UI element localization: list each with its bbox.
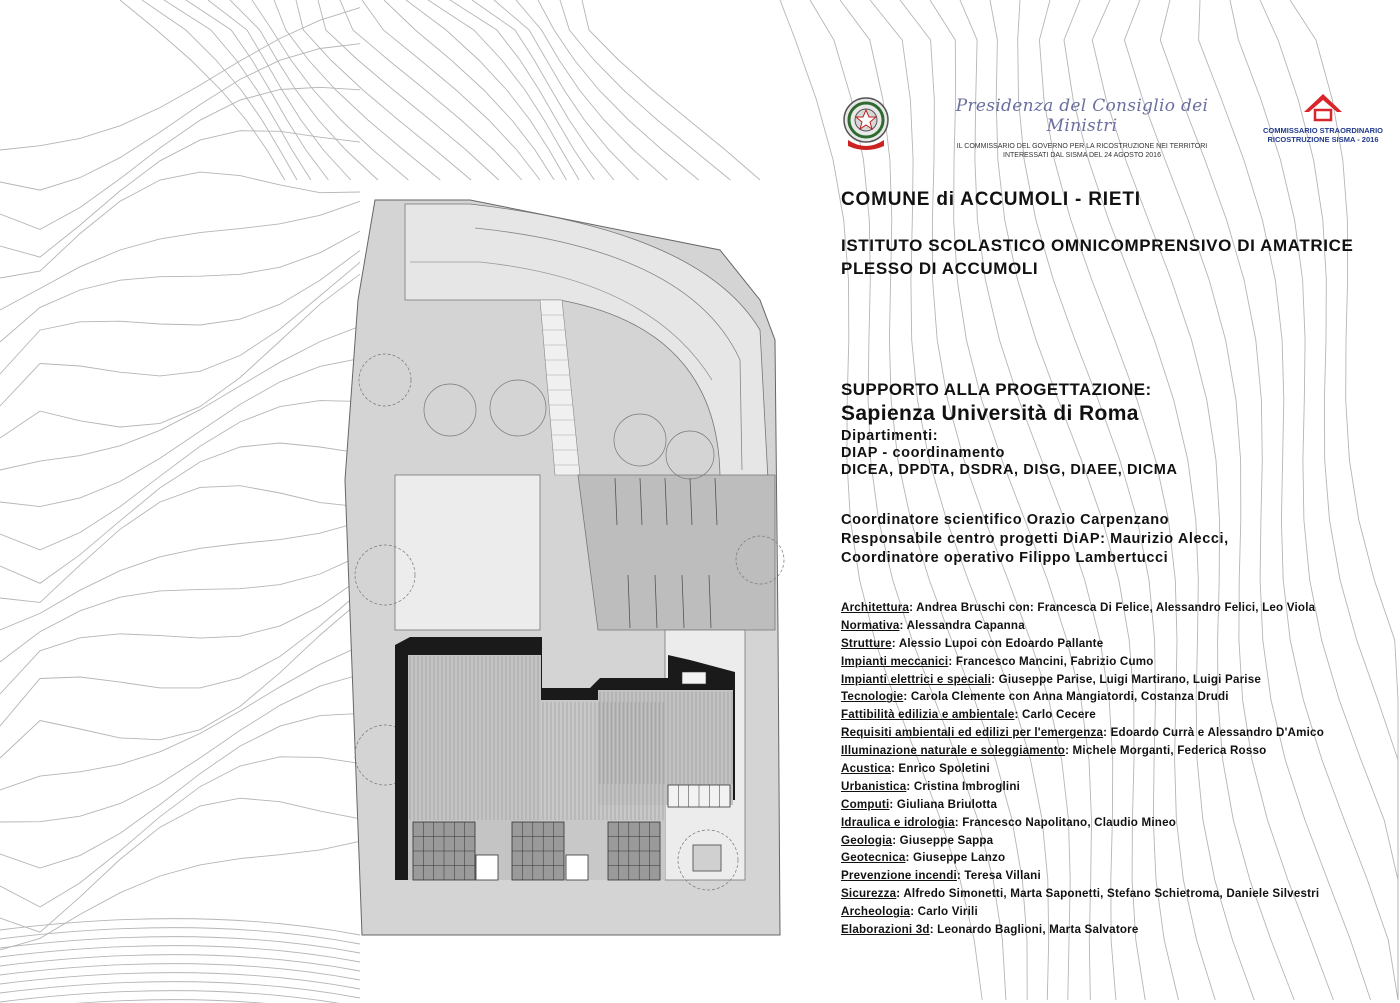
credit-item	[841, 921, 1397, 939]
pcm-subtitle-line-1: IL COMMISSARIO DEL GOVERNO PER LA RICOSTRUZIONE NEI TERRITORI	[956, 143, 1208, 150]
house-roof-icon	[1302, 92, 1344, 124]
department-list: DICEA, DPDTA, DSDRA, DISG, DIAEE, DICMA	[841, 462, 1178, 478]
credit-item	[841, 617, 1397, 635]
pcm-title: Presidenza del Consiglio dei Ministri	[955, 96, 1209, 136]
credit-item	[841, 867, 1397, 885]
credit-names: : Giuseppe Parise, Luigi Martirano, Luigi Parise	[991, 672, 1262, 686]
credit-names: : Giuliana Briulotta	[889, 797, 998, 811]
credit-names: : Enrico Spoletini	[890, 762, 990, 776]
credit-names: : Cristina Imbroglini	[906, 779, 1021, 793]
credit-role: Impianti meccanici	[841, 654, 949, 668]
credit-role: Tecnologie	[841, 690, 904, 704]
credit-names: : Carlo Virili	[910, 905, 978, 919]
credit-role: Acustica	[841, 762, 891, 776]
credit-item	[841, 814, 1397, 832]
credit-item	[841, 885, 1397, 903]
credit-names: : Andrea Bruschi con: Francesca Di Felice, Alessandro Felici, Leo Viola	[909, 601, 1316, 614]
credit-role: Urbanistica	[841, 779, 907, 793]
pcm-subtitle-line-2: INTERESSATI DAL SISMA DEL 24 AGOSTO 2016	[1003, 152, 1161, 159]
credit-names: : Francesco Mancini, Fabrizio Cumo	[948, 654, 1154, 668]
credit-role: Computi	[841, 797, 890, 811]
credit-item	[841, 796, 1397, 814]
credit-names: : Giuseppe Lanzo	[905, 851, 1006, 865]
istituto-title	[841, 234, 1353, 280]
credit-role: Requisiti ambientali ed edilizi per l'emergenza	[841, 726, 1104, 740]
commissario-line-2: RICOSTRUZIONE SISMA - 2016	[1267, 135, 1379, 144]
credit-names: : Carola Clemente con Anna Mangiatordi, Costanza Drudi	[903, 690, 1229, 704]
credit-names: : Teresa Villani	[956, 869, 1041, 883]
credit-role: Normativa	[841, 618, 900, 632]
credit-role: Impianti elettrici e speciali	[841, 672, 992, 686]
commissario-text	[1250, 126, 1396, 144]
credit-item	[841, 635, 1397, 653]
credit-role: Idraulica e idrologia	[841, 815, 955, 829]
credit-names: : Alfredo Simonetti, Marta Saponetti, Stefano Schietroma, Daniele Silvestri	[896, 887, 1320, 901]
coordination-line-2: Responsabile centro progetti DiAP: Maurizio Alecci,	[841, 531, 1229, 547]
coordination-line-1: Coordinatore scientifico Orazio Carpenzano	[841, 512, 1170, 528]
credits-list	[841, 599, 1397, 939]
credit-names: : Alessandra Capanna	[899, 618, 1025, 632]
credit-item	[841, 760, 1397, 778]
credit-names: : Michele Morganti, Federica Rosso	[1065, 744, 1267, 758]
credit-names: : Giuseppe Sappa	[892, 833, 994, 847]
credit-item	[841, 742, 1397, 760]
credit-names: : Francesco Napolitano, Claudio Mineo	[954, 815, 1176, 829]
header-logos	[836, 92, 1396, 162]
credit-item	[841, 778, 1397, 796]
credit-item	[841, 724, 1397, 742]
credit-role: Archeologia	[841, 905, 911, 919]
italian-republic-emblem-icon	[840, 94, 892, 152]
credit-item	[841, 706, 1397, 724]
credit-names: : Leonardo Baglioni, Marta Salvatore	[929, 923, 1139, 937]
credit-names: : Carlo Cecere	[1014, 708, 1096, 722]
credit-item	[841, 903, 1397, 921]
credit-role: Strutture	[841, 636, 892, 650]
commissario-logo	[1250, 92, 1396, 144]
credit-role: Sicurezza	[841, 887, 897, 901]
commissario-line-1: COMMISSARIO STRAORDINARIO	[1263, 126, 1383, 135]
credit-names: : Edoardo Currà e Alessandro D'Amico	[1103, 726, 1324, 740]
credit-item	[841, 849, 1397, 867]
credit-role: Prevenzione incendi	[841, 869, 957, 883]
departments-label: Dipartimenti:	[841, 428, 939, 444]
credit-item	[841, 671, 1397, 689]
credit-role: Fattibilità edilizia e ambientale	[841, 708, 1015, 722]
credit-item	[841, 832, 1397, 850]
coordination-line-3: Coordinatore operativo Filippo Lambertucci	[841, 550, 1169, 566]
credit-item	[841, 599, 1397, 617]
department-coordination: DIAP - coordinamento	[841, 445, 1005, 461]
comune-title: COMUNE di ACCUMOLI - RIETI	[841, 189, 1141, 210]
support-heading: SUPPORTO ALLA PROGETTAZIONE:	[841, 380, 1152, 399]
pcm-logo	[932, 96, 1232, 160]
istituto-line-1: ISTITUTO SCOLASTICO OMNICOMPRENSIVO DI AMATRICE	[841, 236, 1354, 255]
credit-role: Elaborazioni 3d	[841, 923, 930, 937]
credit-role: Illuminazione naturale e soleggiamento	[841, 744, 1066, 758]
coordination-block	[841, 511, 1229, 568]
pcm-subtitle	[932, 142, 1232, 160]
departments	[841, 428, 1178, 479]
credit-item	[841, 653, 1397, 671]
credit-role: Architettura	[841, 601, 910, 614]
credit-item	[841, 688, 1397, 706]
istituto-line-2: PLESSO DI ACCUMOLI	[841, 259, 1039, 278]
credit-names: : Alessio Lupoi con Edoardo Pallante	[891, 636, 1104, 650]
university-name: Sapienza Università di Roma	[841, 402, 1139, 425]
credit-role: Geologia	[841, 833, 893, 847]
credit-role: Geotecnica	[841, 851, 906, 865]
